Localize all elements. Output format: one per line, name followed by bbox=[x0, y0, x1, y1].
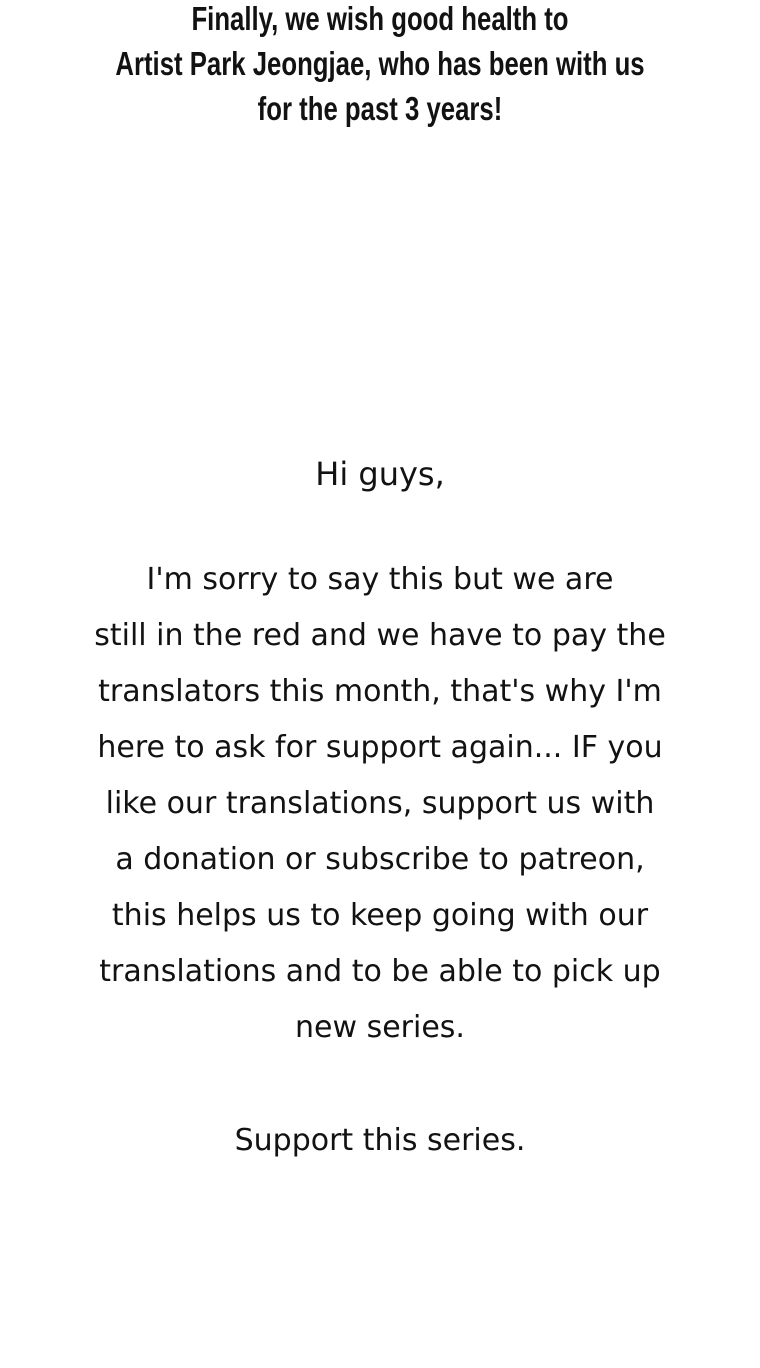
closing-text: Support this series. bbox=[234, 1123, 526, 1158]
dedication-text bbox=[84, 0, 677, 131]
note-line: I'm sorry to say this but we are bbox=[146, 562, 614, 597]
dedication-line: Finally, we wish good health to bbox=[191, 0, 569, 37]
note-line: translations and to be able to pick up bbox=[99, 954, 661, 989]
note-line: a donation or subscribe to patreon, bbox=[115, 842, 645, 877]
dedication-line: for the past 3 years! bbox=[257, 90, 503, 127]
note-line: like our translations, support us with bbox=[105, 786, 655, 821]
note-line: translators this month, that's why I'm bbox=[98, 674, 662, 709]
dedication-line: Artist Park Jeongjae, who has been with us bbox=[115, 45, 645, 82]
note-line: here to ask for support again... IF you bbox=[97, 730, 663, 765]
greeting-text: Hi guys, bbox=[315, 455, 445, 493]
note-line: new series. bbox=[295, 1010, 465, 1045]
note-paragraph bbox=[0, 552, 760, 1056]
note-line: this helps us to keep going with our bbox=[111, 898, 649, 933]
note-line: still in the red and we have to pay the bbox=[94, 618, 666, 653]
